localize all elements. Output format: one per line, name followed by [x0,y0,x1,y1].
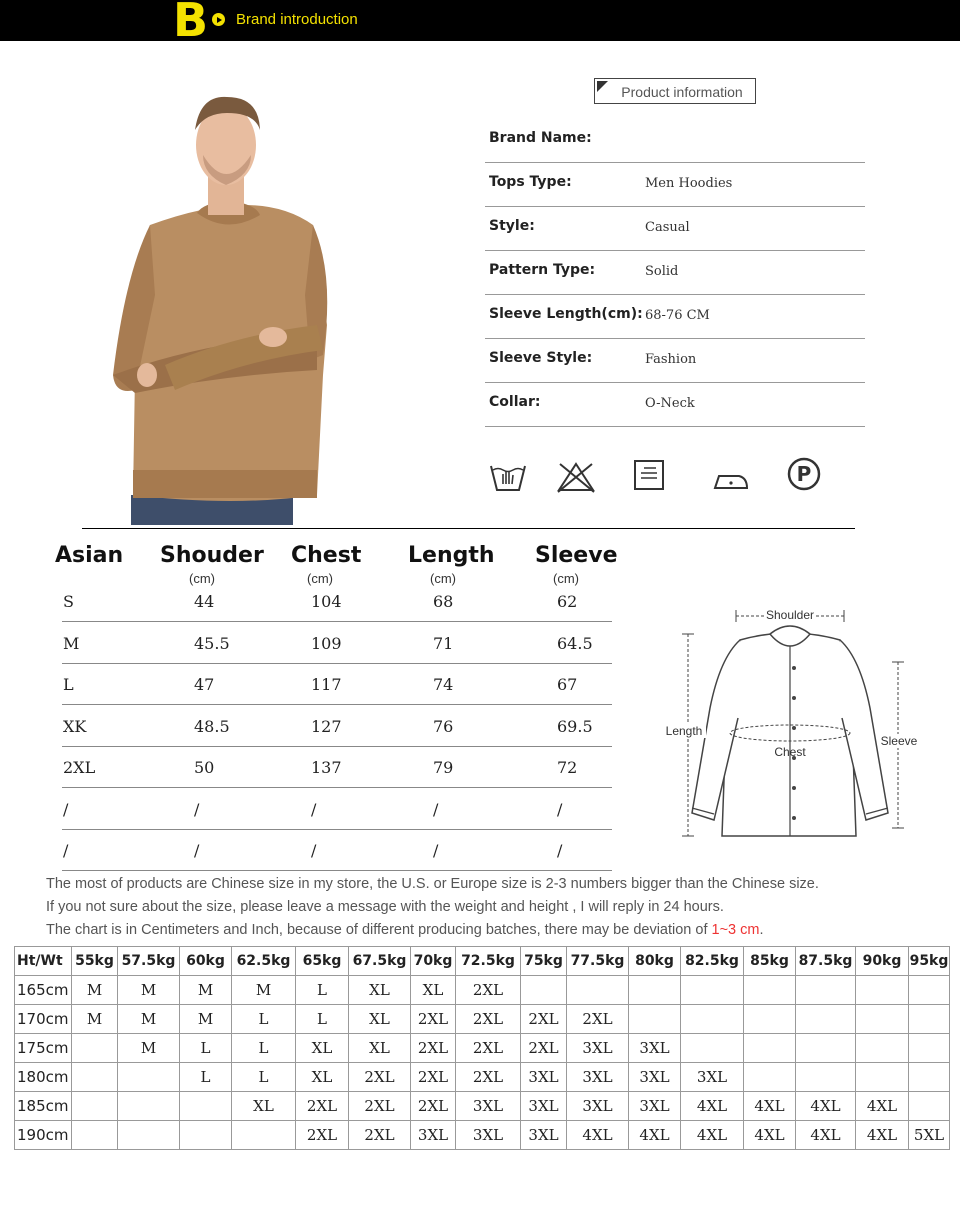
size-recommendation-cell: 4XL [681,1092,744,1121]
weight-header: 82.5kg [681,947,744,976]
size-recommendation-cell: 2XL [456,1063,521,1092]
size-recommendation-cell: L [232,1005,296,1034]
size-cell: 67 [557,675,578,694]
size-recommendation-cell: 3XL [456,1121,521,1150]
size-recommendation-cell: 2XL [567,1005,629,1034]
note-line-3: The chart is in Centimeters and Inch, because of different producing batches, there may be deviation of 1~3 cm. [46,922,764,938]
line-dry-icon [630,456,670,496]
size-recommendation-cell: 5XL [909,1121,950,1150]
weight-header: 57.5kg [118,947,180,976]
size-cell: / [433,799,439,819]
size-recommendation-cell: L [232,1063,296,1092]
size-cell: 76 [433,716,454,736]
size-recommendation-cell: L [232,1034,296,1063]
size-recommendation-cell: L [180,1034,232,1063]
size-recommendation-cell: 3XL [411,1121,456,1150]
size-header: Chest [291,543,362,568]
size-recommendation-cell: XL [296,1034,349,1063]
size-recommendation-cell [72,1063,118,1092]
size-recommendation-cell: 4XL [681,1121,744,1150]
size-recommendation-cell [856,1034,909,1063]
size-recommendation-cell [909,1034,950,1063]
spec-value: 68-76 CM [645,308,710,323]
size-recommendation-cell: XL [296,1063,349,1092]
size-unit: (cm) [553,571,579,586]
size-cell: 109 [311,633,342,653]
size-header: Sleeve [535,543,618,568]
size-cell: 2XL [63,758,96,777]
size-recommendation-cell: M [180,976,232,1005]
spec-value: Solid [645,264,679,279]
size-recommendation-cell: 4XL [744,1092,796,1121]
size-cell: / [557,841,563,860]
size-recommendation-cell: 2XL [296,1092,349,1121]
size-recommendation-cell [796,1005,856,1034]
dry-clean-p-icon [785,456,825,496]
size-cell: 72 [557,758,578,777]
do-not-bleach-icon [556,456,596,496]
iron-icon [711,456,751,496]
diagram-chest-label: Chest [774,745,806,759]
size-recommendation-cell [744,1005,796,1034]
size-header: Shouder [160,543,264,568]
spec-row [485,294,865,339]
spec-key: Style: [489,218,535,234]
size-cell: / [557,799,563,819]
size-recommendation-cell [521,976,567,1005]
size-recommendation-cell: XL [349,1034,411,1063]
size-recommendation-cell [909,1063,950,1092]
size-recommendation-cell [118,1092,180,1121]
size-cell: 50 [194,758,215,777]
size-recommendation-cell: 2XL [521,1005,567,1034]
size-recommendation-cell [681,1005,744,1034]
size-recommendation-cell: 4XL [856,1092,909,1121]
size-recommendation-cell: M [72,976,118,1005]
size-recommendation-cell: 2XL [456,1005,521,1034]
size-unit: (cm) [307,571,333,586]
size-recommendation-cell: 2XL [411,1092,456,1121]
size-cell: / [311,799,317,819]
weight-header: 67.5kg [349,947,411,976]
table-row [15,1063,950,1092]
note-line-2: If you not sure about the size, please leave a message with the weight and height , I will reply in 24 hours. [46,899,724,915]
size-recommendation-cell: M [118,1034,180,1063]
corner-mark-icon [597,81,608,92]
weight-header: 65kg [296,947,349,976]
size-cell: / [63,799,69,819]
size-cell: 74 [433,675,454,694]
svg-text:P: P [796,462,812,486]
measurement-diagram [660,598,920,848]
height-label: 180cm [15,1063,72,1092]
size-recommendation-cell: 2XL [296,1121,349,1150]
table-row [15,1121,950,1150]
height-label: 175cm [15,1034,72,1063]
size-recommendation-cell: 2XL [411,1063,456,1092]
size-row [62,622,612,664]
size-cell: / [311,841,317,860]
size-recommendation-cell: 3XL [456,1092,521,1121]
size-cell: 62 [557,592,578,611]
size-cell: / [194,799,200,819]
size-recommendation-cell: 2XL [521,1034,567,1063]
size-recommendation-cell: 4XL [629,1121,681,1150]
size-recommendation-cell: 3XL [521,1063,567,1092]
weight-header: 90kg [856,947,909,976]
size-recommendation-cell: 3XL [521,1092,567,1121]
spec-key: Brand Name: [489,130,592,146]
spec-value: Men Hoodies [645,176,733,191]
note-line-1: The most of products are Chinese size in my store, the U.S. or Europe size is 2-3 numbers bigger than the Chinese size. [46,876,819,892]
diagram-length-label: Length [665,724,703,738]
size-cell: 71 [433,633,454,653]
size-cell: 137 [311,758,342,777]
corner-label: Ht/Wt [15,947,72,976]
size-cell: 48.5 [194,716,230,736]
size-unit: (cm) [430,571,456,586]
size-cell: 117 [311,675,342,694]
diagram-shoulder-label: Shoulder [765,608,815,622]
size-recommendation-cell [180,1092,232,1121]
size-recommendation-cell [72,1034,118,1063]
hand-wash-icon [488,456,528,496]
spec-key: Sleeve Style: [489,350,593,366]
spec-value: O-Neck [645,396,695,411]
size-cell: 44 [194,592,215,611]
size-row [62,788,612,830]
weight-header: 77.5kg [567,947,629,976]
size-recommendation-cell: 2XL [349,1063,411,1092]
size-recommendation-cell [180,1121,232,1150]
size-recommendation-cell: XL [349,976,411,1005]
size-recommendation-cell [72,1121,118,1150]
table-row [15,1005,950,1034]
table-row [15,1034,950,1063]
model-photo [55,75,425,525]
size-recommendation-cell: XL [411,976,456,1005]
size-recommendation-cell: 4XL [856,1121,909,1150]
size-recommendation-cell: L [296,1005,349,1034]
size-recommendation-cell [118,1063,180,1092]
size-recommendation-cell [856,1063,909,1092]
spec-row [485,338,865,383]
size-recommendation-cell: 3XL [629,1092,681,1121]
size-row [62,705,612,747]
size-recommendation-cell: M [232,976,296,1005]
size-recommendation-cell [232,1121,296,1150]
size-cell: / [433,841,439,860]
diagram-sleeve-label: Sleeve [880,734,918,748]
weight-header: 80kg [629,947,681,976]
size-cell: S [63,592,74,611]
height-label: 185cm [15,1092,72,1121]
size-cell: 79 [433,758,454,777]
section-divider [82,528,855,529]
spec-value: Fashion [645,352,697,367]
product-info-heading: Product information [594,78,756,104]
spec-row [485,206,865,251]
height-label: 190cm [15,1121,72,1150]
size-recommendation-cell [796,976,856,1005]
size-recommendation-cell: 2XL [456,1034,521,1063]
size-recommendation-cell [856,976,909,1005]
size-row [62,663,612,705]
size-recommendation-cell: M [180,1005,232,1034]
size-unit: (cm) [189,571,215,586]
spec-row [485,250,865,295]
size-recommendation-cell: 3XL [567,1063,629,1092]
height-label: 165cm [15,976,72,1005]
size-recommendation-cell: 4XL [796,1121,856,1150]
spec-value: Casual [645,220,690,235]
weight-header: 72.5kg [456,947,521,976]
size-cell: XK [63,716,87,736]
size-row [62,829,612,871]
size-recommendation-cell [744,1034,796,1063]
size-recommendation-cell: 3XL [521,1121,567,1150]
size-recommendation-cell [909,976,950,1005]
weight-header: 60kg [180,947,232,976]
size-recommendation-cell: 2XL [411,1005,456,1034]
size-cell: 47 [194,675,215,694]
size-recommendation-cell [567,976,629,1005]
size-recommendation-cell: XL [349,1005,411,1034]
banner-title: Brand introduction [236,11,358,28]
size-row [62,580,612,622]
spec-key: Pattern Type: [489,262,596,278]
size-recommendation-cell [681,1034,744,1063]
size-recommendation-cell [681,976,744,1005]
height-weight-table [14,946,950,1150]
size-recommendation-cell: 3XL [629,1063,681,1092]
size-recommendation-cell [856,1005,909,1034]
brand-letter: B [173,0,209,47]
size-recommendation-cell: 3XL [681,1063,744,1092]
size-recommendation-cell [744,1063,796,1092]
size-recommendation-cell: 4XL [796,1092,856,1121]
size-recommendation-cell: M [118,1005,180,1034]
weight-header: 87.5kg [796,947,856,976]
size-cell: 45.5 [194,633,230,653]
size-cell: / [63,841,69,860]
size-cell: 64.5 [557,633,593,653]
play-dot-icon [212,13,225,26]
spec-row [485,118,865,163]
size-recommendation-cell: L [296,976,349,1005]
table-row [15,1092,950,1121]
weight-header: 75kg [521,947,567,976]
size-recommendation-cell [796,1063,856,1092]
size-recommendation-cell: 3XL [629,1034,681,1063]
weight-header: 55kg [72,947,118,976]
brand-banner [0,0,960,47]
size-recommendation-cell [629,1005,681,1034]
spec-key: Tops Type: [489,174,572,190]
size-cell: L [63,675,74,694]
size-recommendation-cell: 2XL [456,976,521,1005]
weight-header: 62.5kg [232,947,296,976]
size-cell: 69.5 [557,716,593,736]
size-recommendation-cell: L [180,1063,232,1092]
size-recommendation-cell [909,1092,950,1121]
size-recommendation-cell [629,976,681,1005]
size-recommendation-cell: 2XL [411,1034,456,1063]
size-cell: / [194,841,200,860]
size-header: Asian [55,543,124,568]
size-cell: 68 [433,592,454,611]
size-recommendation-cell: XL [232,1092,296,1121]
size-recommendation-cell: M [72,1005,118,1034]
size-recommendation-cell: 3XL [567,1034,629,1063]
size-recommendation-cell [909,1005,950,1034]
weight-header: 95kg [909,947,950,976]
height-label: 170cm [15,1005,72,1034]
spec-key: Collar: [489,394,541,410]
size-recommendation-cell: 3XL [567,1092,629,1121]
size-recommendation-cell [72,1092,118,1121]
size-recommendation-cell: 4XL [567,1121,629,1150]
spec-row [485,382,865,427]
deviation-value: 1~3 cm [711,922,760,938]
size-cell: 127 [311,716,342,736]
size-cell: 104 [311,592,342,611]
weight-header: 70kg [411,947,456,976]
size-header: Length [408,543,495,568]
spec-row [485,162,865,207]
size-recommendation-cell [744,976,796,1005]
size-recommendation-cell: M [118,976,180,1005]
size-cell: M [63,633,80,653]
size-row [62,746,612,788]
size-recommendation-cell [118,1121,180,1150]
spec-key: Sleeve Length(cm): [489,306,643,322]
size-recommendation-cell: 2XL [349,1121,411,1150]
table-row [15,976,950,1005]
size-recommendation-cell: 4XL [744,1121,796,1150]
weight-header: 85kg [744,947,796,976]
weight-header-row [15,947,950,976]
size-recommendation-cell [796,1034,856,1063]
size-recommendation-cell: 2XL [349,1092,411,1121]
